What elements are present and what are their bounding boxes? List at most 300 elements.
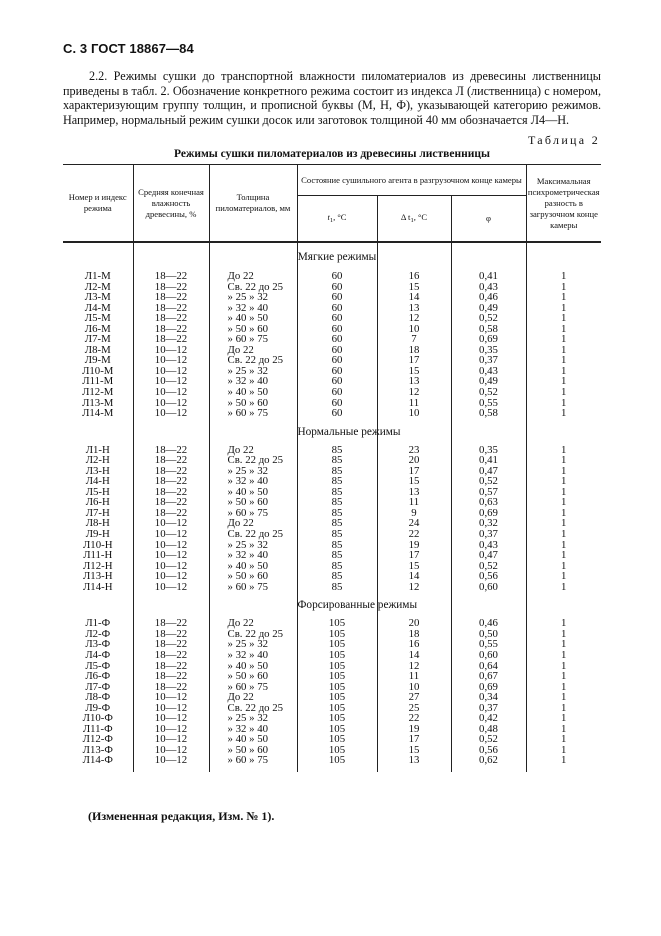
final-moisture-cell: 18—22 [133,292,209,303]
final-moisture-cell: 10—12 [133,755,209,766]
table-title: Режимы сушки пиломатериалов из древесины лиственницы [174,148,490,160]
max-psychrometric-difference-cell: 1 [526,582,601,593]
mode-index-cell: Л12-Ф [82,733,113,746]
temperature-difference-cell: 11 [377,497,451,508]
agent-temperature-cell: 85 [297,540,377,551]
thickness-cell: » 40 » 50 [209,561,297,572]
agent-temperature-cell: 60 [297,282,377,293]
temperature-difference-cell: 13 [377,487,451,498]
thickness-cell: » 25 » 32 [209,713,297,724]
agent-temperature-cell: 85 [297,561,377,572]
agent-temperature-cell: 60 [297,313,377,324]
temperature-difference-cell: 17 [377,734,451,745]
section-spacer-cell [63,592,133,618]
humidity-phi-cell: 0,43 [451,540,526,551]
max-psychrometric-difference-cell: 1 [526,529,601,540]
max-psychrometric-difference-cell: 1 [526,334,601,345]
agent-temperature-cell: 60 [297,345,377,356]
mode-index-cell: Л8-Н [85,517,110,530]
humidity-phi-cell: 0,47 [451,550,526,561]
agent-temperature-cell: 60 [297,398,377,409]
header-moisture: Средняя конечная влажность древесины, % [133,165,209,243]
max-psychrometric-difference-cell: 1 [526,476,601,487]
agent-temperature-cell: 105 [297,639,377,650]
max-psychrometric-difference-cell: 1 [526,345,601,356]
agent-temperature-cell: 105 [297,755,377,766]
humidity-phi-cell: 0,46 [451,292,526,303]
humidity-phi-cell: 0,60 [451,582,526,593]
temperature-difference-cell: 17 [377,355,451,366]
mode-index-cell: Л12-М [82,386,114,399]
thickness-cell: » 40 » 50 [209,661,297,672]
max-psychrometric-difference-cell: 1 [526,487,601,498]
max-psychrometric-difference-cell: 1 [526,618,601,629]
thickness-cell: » 50 » 60 [209,745,297,756]
humidity-phi-cell: 0,58 [451,408,526,419]
humidity-phi-cell: 0,41 [451,455,526,466]
temperature-difference-cell: 10 [377,408,451,419]
humidity-phi-cell: 0,58 [451,324,526,335]
humidity-phi-cell: 0,62 [451,755,526,766]
agent-temperature-cell: 85 [297,582,377,593]
humidity-phi-cell: 0,69 [451,334,526,345]
thickness-cell: До 22 [209,345,297,356]
max-psychrometric-difference-cell: 1 [526,508,601,519]
final-moisture-cell: 10—12 [133,745,209,756]
max-psychrometric-difference-cell: 1 [526,755,601,766]
final-moisture-cell: 18—22 [133,650,209,661]
humidity-phi-cell: 0,63 [451,497,526,508]
agent-temperature-cell: 60 [297,355,377,366]
agent-temperature-cell: 60 [297,324,377,335]
max-psychrometric-difference-cell: 1 [526,408,601,419]
mode-index-cell: Л10-Н [82,538,113,551]
section-spacer-cell [526,419,601,445]
section-spacer-cell [133,242,209,271]
spacer-cell [63,766,133,772]
max-psychrometric-difference-cell: 1 [526,692,601,703]
humidity-phi-cell: 0,56 [451,745,526,756]
section-spacer-cell [133,419,209,445]
table-bottom-spacer [63,766,601,772]
section-spacer-cell [526,242,601,271]
mode-index-cell: Л9-Н [85,528,110,541]
final-moisture-cell: 18—22 [133,313,209,324]
thickness-cell: » 32 » 40 [209,303,297,314]
final-moisture-cell: 18—22 [133,324,209,335]
humidity-phi-cell: 0,52 [451,387,526,398]
table-row [63,650,601,661]
thickness-cell: » 32 » 40 [209,550,297,561]
mode-index-cell: Л7-Н [85,506,110,519]
thickness-cell: До 22 [209,618,297,629]
mode-index-cell: Л7-М [84,333,111,346]
humidity-phi-cell: 0,37 [451,529,526,540]
humidity-phi-cell: 0,60 [451,650,526,661]
final-moisture-cell: 10—12 [133,703,209,714]
temperature-difference-cell: 15 [377,561,451,572]
section-spacer-cell [63,419,133,445]
section-spacer-cell [209,419,297,445]
temperature-difference-cell: 14 [377,292,451,303]
spacer-cell [526,766,601,772]
humidity-phi-cell: 0,43 [451,282,526,293]
final-moisture-cell: 10—12 [133,692,209,703]
thickness-cell: » 50 » 60 [209,671,297,682]
temperature-difference-cell: 20 [377,618,451,629]
humidity-phi-cell: 0,52 [451,734,526,745]
section-spacer-cell [451,419,526,445]
agent-temperature-cell: 60 [297,376,377,387]
section-spacer-cell [209,242,297,271]
humidity-phi-cell: 0,34 [451,692,526,703]
thickness-cell: » 40 » 50 [209,734,297,745]
temperature-difference-cell: 9 [377,508,451,519]
thickness-cell: » 50 » 60 [209,497,297,508]
thickness-cell: Св. 22 до 25 [209,282,297,293]
final-moisture-cell: 18—22 [133,508,209,519]
final-moisture-cell: 10—12 [133,387,209,398]
table-row [63,271,601,282]
agent-temperature-cell: 85 [297,476,377,487]
humidity-phi-cell: 0,64 [451,661,526,672]
thickness-cell: » 50 » 60 [209,398,297,409]
mode-index-cell: Л6-Н [85,496,110,509]
agent-temperature-cell: 85 [297,455,377,466]
mode-index-cell: Л12-Н [82,559,113,572]
temperature-difference-cell: 22 [377,529,451,540]
max-psychrometric-difference-cell: 1 [526,387,601,398]
max-psychrometric-difference-cell: 1 [526,703,601,714]
thickness-cell: » 25 » 32 [209,639,297,650]
temperature-difference-cell: 14 [377,650,451,661]
agent-temperature-cell: 60 [297,271,377,282]
mode-index-cell: Л6-М [84,322,111,335]
max-psychrometric-difference-cell: 1 [526,550,601,561]
table-row [63,755,601,766]
thickness-cell: » 60 » 75 [209,334,297,345]
temperature-difference-cell: 12 [377,582,451,593]
max-psychrometric-difference-cell: 1 [526,661,601,672]
temperature-difference-cell: 15 [377,745,451,756]
amendment-note: (Измененная редакция, Изм. № 1). [88,809,275,823]
max-psychrometric-difference-cell: 1 [526,324,601,335]
humidity-phi-cell: 0,50 [451,629,526,640]
max-psychrometric-difference-cell: 1 [526,455,601,466]
max-psychrometric-difference-cell: 1 [526,303,601,314]
agent-temperature-cell: 85 [297,518,377,529]
final-moisture-cell: 18—22 [133,682,209,693]
temperature-difference-cell: 13 [377,755,451,766]
temperature-difference-cell: 23 [377,445,451,456]
max-psychrometric-difference-cell: 1 [526,745,601,756]
temperature-difference-cell: 19 [377,540,451,551]
final-moisture-cell: 10—12 [133,408,209,419]
max-psychrometric-difference-cell: 1 [526,713,601,724]
mode-index-cell: Л13-Н [82,570,113,583]
temperature-difference-cell: 13 [377,376,451,387]
temperature-difference-cell: 17 [377,466,451,477]
agent-temperature-cell: 105 [297,703,377,714]
thickness-cell: Св. 22 до 25 [209,629,297,640]
header-delta-t: Δ $t_1$, °С [377,196,451,243]
humidity-phi-cell: 0,49 [451,303,526,314]
agent-temperature-cell: 105 [297,650,377,661]
table-row [63,529,601,540]
humidity-phi-cell: 0,35 [451,345,526,356]
final-moisture-cell: 10—12 [133,518,209,529]
temperature-difference-cell: 22 [377,713,451,724]
mode-index-cell: Л2-М [84,280,111,293]
final-moisture-cell: 18—22 [133,445,209,456]
max-psychrometric-difference-cell: 1 [526,445,601,456]
max-psychrometric-difference-cell: 1 [526,682,601,693]
header-phi: φ [451,196,526,243]
intro-text: 2.2. Режимы сушки до транспортной влажности пиломатериалов из древесины лиственницы приведены в табл. 2. Обозначение конкретного режима состоит из индекса Л (лиственница) с номером, характеризующим группу толщин, и прописной буквы (М, Н, Ф), указывающей категорию режимов. Например, нормальный режим сушки досок или заготовок толщиной 40 мм обозначается Л4—Н. [63,69,601,127]
thickness-cell: Св. 22 до 25 [209,355,297,366]
mode-index-cell: Л4-Ф [85,648,111,661]
final-moisture-cell: 10—12 [133,398,209,409]
temperature-difference-cell: 16 [377,271,451,282]
intro-paragraph [63,69,601,127]
max-psychrometric-difference-cell: 1 [526,355,601,366]
final-moisture-cell: 18—22 [133,334,209,345]
final-moisture-cell: 18—22 [133,303,209,314]
mode-index-cell: Л1-Ф [85,617,111,630]
agent-temperature-cell: 105 [297,618,377,629]
thickness-cell: » 50 » 60 [209,571,297,582]
final-moisture-cell: 10—12 [133,571,209,582]
agent-temperature-cell: 60 [297,334,377,345]
agent-temperature-cell: 85 [297,571,377,582]
section-spacer-cell [63,242,133,271]
final-moisture-cell: 18—22 [133,466,209,477]
max-psychrometric-difference-cell: 1 [526,271,601,282]
agent-temperature-cell: 105 [297,682,377,693]
final-moisture-cell: 10—12 [133,345,209,356]
thickness-cell: » 60 » 75 [209,755,297,766]
section-header-row [63,242,601,271]
humidity-phi-cell: 0,35 [451,445,526,456]
final-moisture-cell: 18—22 [133,476,209,487]
thickness-cell: » 40 » 50 [209,313,297,324]
mode-index-cell: Л2-Ф [85,627,111,640]
spacer-cell [133,766,209,772]
spacer-cell [297,766,377,772]
table-row [63,387,601,398]
final-moisture-cell: 10—12 [133,734,209,745]
section-title: Мягкие режимы [297,242,377,271]
drying-modes-table [63,164,601,772]
mode-index-cell: Л8-М [84,343,111,356]
humidity-phi-cell: 0,69 [451,508,526,519]
mode-index-cell: Л5-Ф [85,659,111,672]
section-title: Форсированные режимы [297,592,377,618]
thickness-cell: Св. 22 до 25 [209,703,297,714]
mode-index-cell: Л9-Ф [85,701,111,714]
temperature-difference-cell: 18 [377,629,451,640]
section-spacer-cell [451,592,526,618]
humidity-phi-cell: 0,55 [451,398,526,409]
max-psychrometric-difference-cell: 1 [526,540,601,551]
max-psychrometric-difference-cell: 1 [526,561,601,572]
max-psychrometric-difference-cell: 1 [526,629,601,640]
final-moisture-cell: 18—22 [133,629,209,640]
thickness-cell: » 40 » 50 [209,387,297,398]
mode-index-cell: Л4-М [84,301,111,314]
thickness-cell: » 25 » 32 [209,466,297,477]
final-moisture-cell: 10—12 [133,713,209,724]
temperature-difference-cell: 15 [377,476,451,487]
agent-temperature-cell: 85 [297,550,377,561]
temperature-difference-cell: 19 [377,724,451,735]
agent-temperature-cell: 85 [297,497,377,508]
max-psychrometric-difference-cell: 1 [526,313,601,324]
agent-temperature-cell: 60 [297,292,377,303]
final-moisture-cell: 10—12 [133,366,209,377]
max-psychrometric-difference-cell: 1 [526,282,601,293]
temperature-difference-cell: 18 [377,345,451,356]
temperature-difference-cell: 11 [377,398,451,409]
humidity-phi-cell: 0,42 [451,713,526,724]
max-psychrometric-difference-cell: 1 [526,724,601,735]
section-header-row [63,419,601,445]
humidity-phi-cell: 0,37 [451,355,526,366]
header-number: Номер и индекс режима [63,165,133,243]
agent-temperature-cell: 60 [297,303,377,314]
thickness-cell: » 32 » 40 [209,376,297,387]
thickness-cell: » 32 » 40 [209,476,297,487]
thickness-cell: » 25 » 32 [209,292,297,303]
mode-index-cell: Л5-Н [85,485,110,498]
humidity-phi-cell: 0,37 [451,703,526,714]
agent-temperature-cell: 85 [297,508,377,519]
final-moisture-cell: 18—22 [133,455,209,466]
mode-index-cell: Л11-Н [83,549,113,562]
spacer-cell [377,766,451,772]
humidity-phi-cell: 0,32 [451,518,526,529]
mode-index-cell: Л1-М [84,270,111,282]
max-psychrometric-difference-cell: 1 [526,734,601,745]
table-row [63,582,601,593]
agent-temperature-cell: 60 [297,366,377,377]
humidity-phi-cell: 0,41 [451,271,526,282]
mode-index-cell: Л11-Ф [82,722,113,735]
humidity-phi-cell: 0,52 [451,313,526,324]
temperature-difference-cell: 25 [377,703,451,714]
spacer-cell [209,766,297,772]
table-label: Таблица 2 [527,133,600,147]
temperature-difference-cell: 20 [377,455,451,466]
final-moisture-cell: 10—12 [133,529,209,540]
final-moisture-cell: 10—12 [133,376,209,387]
temperature-difference-cell: 12 [377,313,451,324]
thickness-cell: » 25 » 32 [209,540,297,551]
agent-temperature-cell: 85 [297,445,377,456]
table-row [63,408,601,419]
section-spacer-cell [209,592,297,618]
thickness-cell: До 22 [209,518,297,529]
mode-index-cell: Л9-М [84,354,111,367]
section-spacer-cell [451,242,526,271]
mode-index-cell: Л14-М [82,407,114,420]
max-psychrometric-difference-cell: 1 [526,497,601,508]
section-title: Нормальные режимы [297,419,377,445]
humidity-phi-cell: 0,52 [451,476,526,487]
agent-temperature-cell: 105 [297,629,377,640]
mode-index-cell: Л14-Н [82,580,113,593]
final-moisture-cell: 18—22 [133,639,209,650]
temperature-difference-cell: 17 [377,550,451,561]
humidity-phi-cell: 0,67 [451,671,526,682]
agent-temperature-cell: 105 [297,661,377,672]
temperature-difference-cell: 15 [377,366,451,377]
agent-temperature-cell: 60 [297,408,377,419]
mode-index-cell: Л11-М [82,375,114,388]
mode-index-cell: Л10-Ф [82,712,113,725]
temperature-difference-cell: 10 [377,324,451,335]
agent-temperature-cell: 105 [297,713,377,724]
page-header: С. 3 ГОСТ 18867—84 [63,41,194,56]
header-max-diff: Максимальная психрометрическая разность в загрузочном конце камеры [526,165,601,243]
header-thickness: Толщина пиломатериалов, мм [209,165,297,243]
section-header-row [63,592,601,618]
section-spacer-cell [526,592,601,618]
max-psychrometric-difference-cell: 1 [526,376,601,387]
thickness-cell: Св. 22 до 25 [209,529,297,540]
mode-index-cell: Л5-М [84,312,111,325]
agent-temperature-cell: 105 [297,692,377,703]
mode-index-cell: Л13-Ф [82,743,113,756]
spacer-cell [451,766,526,772]
temperature-difference-cell: 16 [377,639,451,650]
max-psychrometric-difference-cell: 1 [526,292,601,303]
mode-index-cell: Л4-Н [85,475,110,488]
final-moisture-cell: 10—12 [133,550,209,561]
agent-temperature-cell: 85 [297,466,377,477]
temperature-difference-cell: 12 [377,387,451,398]
max-psychrometric-difference-cell: 1 [526,650,601,661]
temperature-difference-cell: 7 [377,334,451,345]
temperature-difference-cell: 15 [377,282,451,293]
final-moisture-cell: 10—12 [133,355,209,366]
humidity-phi-cell: 0,46 [451,618,526,629]
section-spacer-cell [377,242,451,271]
final-moisture-cell: 18—22 [133,671,209,682]
final-moisture-cell: 10—12 [133,561,209,572]
final-moisture-cell: 18—22 [133,661,209,672]
header-t1: $t_1$, °С [297,196,377,243]
thickness-cell: До 22 [209,692,297,703]
mode-index-cell: Л14-Ф [82,754,113,767]
temperature-difference-cell: 27 [377,692,451,703]
thickness-cell: » 32 » 40 [209,650,297,661]
final-moisture-cell: 18—22 [133,497,209,508]
mode-index-cell: Л8-Ф [85,691,111,704]
humidity-phi-cell: 0,57 [451,487,526,498]
final-moisture-cell: 10—12 [133,724,209,735]
mode-index-cell: Л2-Н [85,454,110,467]
thickness-cell: » 60 » 75 [209,508,297,519]
temperature-difference-cell: 10 [377,682,451,693]
humidity-phi-cell: 0,69 [451,682,526,693]
humidity-phi-cell: 0,49 [451,376,526,387]
temperature-difference-cell: 13 [377,303,451,314]
agent-temperature-cell: 105 [297,724,377,735]
final-moisture-cell: 18—22 [133,271,209,282]
max-psychrometric-difference-cell: 1 [526,398,601,409]
final-moisture-cell: 10—12 [133,582,209,593]
